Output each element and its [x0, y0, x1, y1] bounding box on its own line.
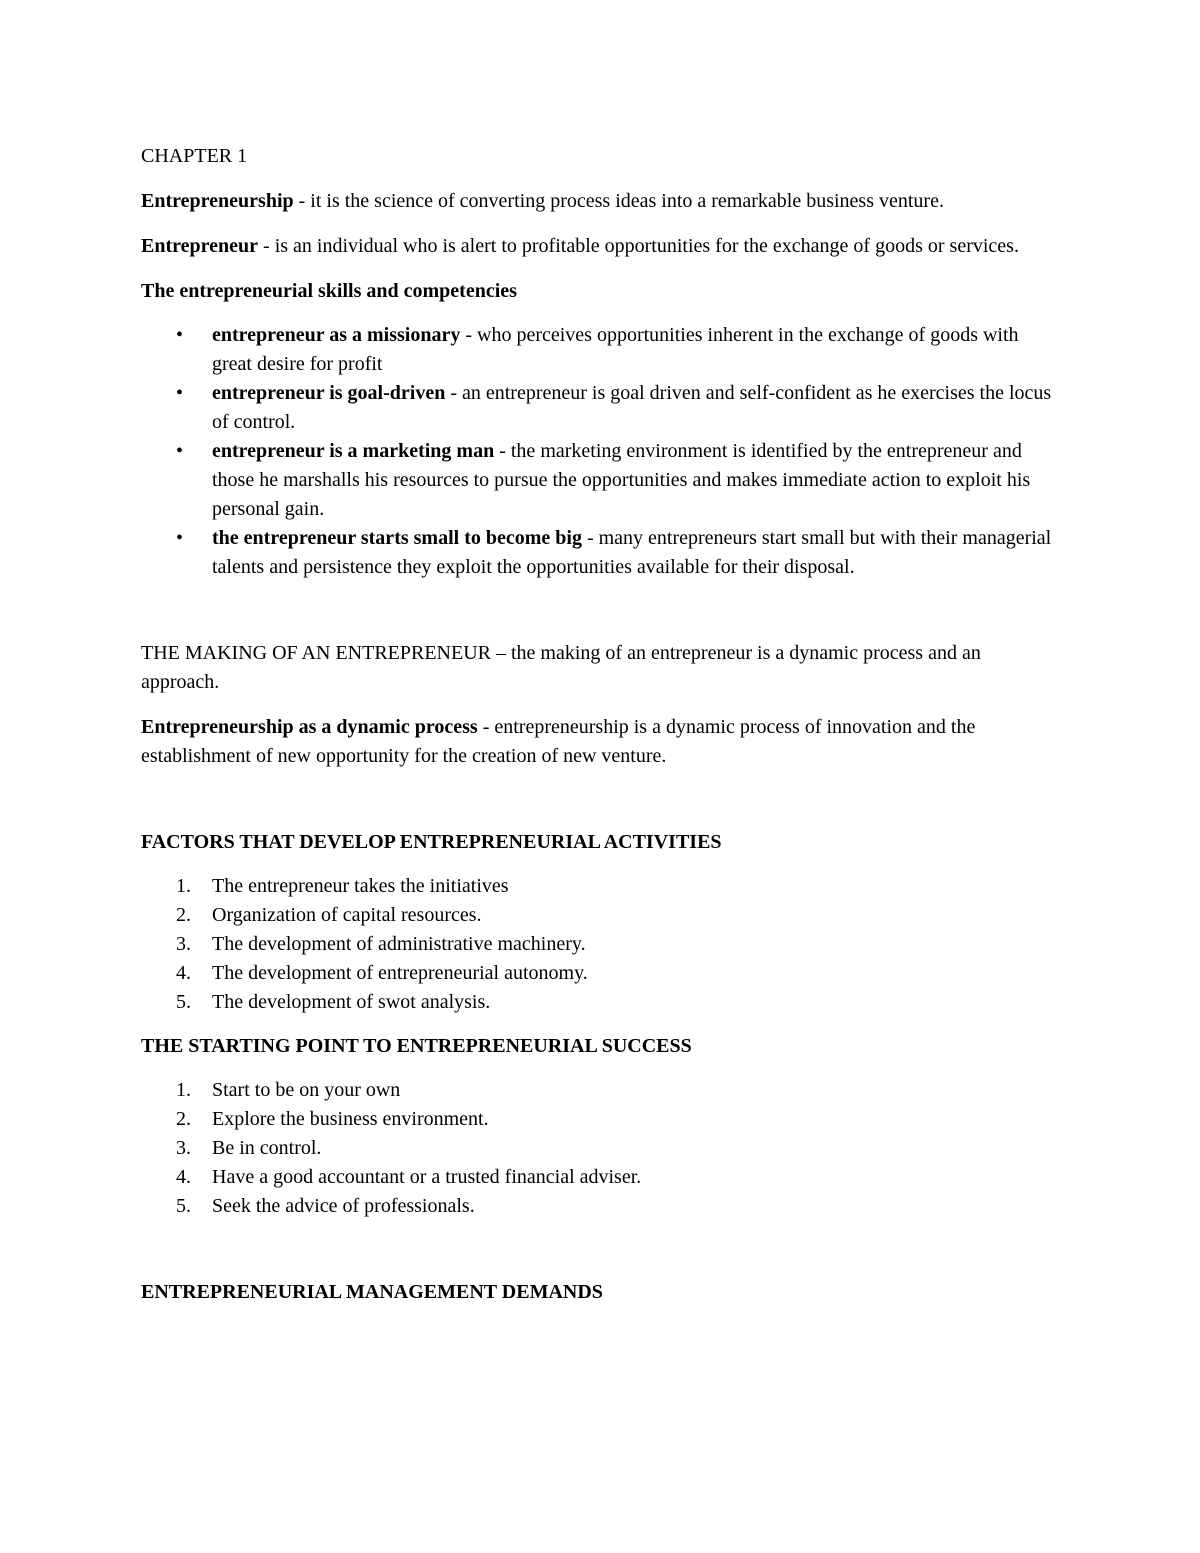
definition-entrepreneur — [141, 232, 1061, 261]
bullet-icon: • — [176, 527, 184, 549]
list-item — [141, 1105, 1061, 1134]
list-item — [141, 901, 1061, 930]
definition-term: Entrepreneurship — [141, 190, 294, 212]
dynamic-process-paragraph — [141, 713, 1061, 771]
list-text: The development of administrative machinery. — [212, 933, 586, 955]
starting-list — [141, 1076, 1061, 1221]
list-number: 1. — [176, 875, 191, 897]
list-text: Start to be on your own — [212, 1079, 401, 1101]
list-text: Be in control. — [212, 1137, 322, 1159]
list-item — [141, 1192, 1061, 1221]
list-text: The development of entrepreneurial autonomy. — [212, 962, 588, 984]
list-text: Have a good accountant or a trusted financial adviser. — [212, 1166, 642, 1188]
definition-text: - is an individual who is alert to profitable opportunities for the exchange of goods or services. — [258, 235, 1019, 257]
definition-text: - it is the science of converting process ideas into a remarkable business venture. — [293, 190, 944, 212]
list-item — [141, 1076, 1061, 1105]
factors-heading: FACTORS THAT DEVELOP ENTREPRENEURIAL ACTIVITIES — [141, 831, 722, 853]
list-number: 2. — [176, 1108, 191, 1130]
management-heading: ENTREPRENEURIAL MANAGEMENT DEMANDS — [141, 1281, 603, 1303]
list-number: 3. — [176, 1137, 191, 1159]
list-number: 4. — [176, 1166, 191, 1188]
list-text: The entrepreneur takes the initiatives — [212, 875, 509, 897]
skill-text: - many entrepreneurs start small but with their managerial talents and persistence they exploit the opportunities available for their disposal. — [212, 527, 1052, 578]
starting-heading: THE STARTING POINT TO ENTREPRENEURIAL SUCCESS — [141, 1035, 692, 1057]
spacer — [141, 1236, 1061, 1278]
list-item — [141, 524, 1061, 582]
list-number: 4. — [176, 962, 191, 984]
list-text: Explore the business environment. — [212, 1108, 489, 1130]
spacer — [141, 787, 1061, 828]
list-number: 3. — [176, 933, 191, 955]
definition-term: Entrepreneur — [141, 235, 259, 257]
skill-term: entrepreneur is a marketing man — [212, 440, 495, 462]
skills-heading: The entrepreneurial skills and competencies — [141, 280, 517, 302]
making-paragraph — [141, 639, 1061, 697]
definition-entrepreneurship — [141, 187, 1061, 216]
chapter-title: CHAPTER 1 — [141, 145, 248, 167]
bullet-icon: • — [176, 324, 184, 346]
list-item — [141, 1134, 1061, 1163]
skill-term: entrepreneur is goal-driven — [212, 382, 446, 404]
list-item — [141, 930, 1061, 959]
list-item — [141, 872, 1061, 901]
list-item — [141, 437, 1061, 524]
skill-text: - the marketing environment is identified by the entrepreneur and those he marshalls his resources to pursue the opportunities and makes immediate action to exploit his personal gain. — [212, 440, 1031, 520]
list-text: The development of swot analysis. — [212, 991, 491, 1013]
list-item — [141, 1163, 1061, 1192]
list-number: 1. — [176, 1079, 191, 1101]
making-text: – the making of an entrepreneur is a dynamic process and an approach. — [141, 642, 981, 693]
list-text: Organization of capital resources. — [212, 904, 482, 926]
dynamic-term: Entrepreneurship as a dynamic process — [141, 716, 478, 738]
skill-text: - an entrepreneur is goal driven and self-confident as he exercises the locus of control. — [212, 382, 1052, 433]
making-term: THE MAKING OF AN ENTREPRENEUR — [141, 642, 491, 664]
document-page — [141, 142, 1061, 1307]
list-number: 2. — [176, 904, 191, 926]
list-item — [141, 321, 1061, 379]
list-text: Seek the advice of professionals. — [212, 1195, 475, 1217]
list-item — [141, 988, 1061, 1017]
list-number: 5. — [176, 991, 191, 1013]
factors-list — [141, 872, 1061, 1017]
list-item — [141, 379, 1061, 437]
skill-term: entrepreneur as a missionary — [212, 324, 461, 346]
skills-list — [141, 321, 1061, 582]
bullet-icon: • — [176, 382, 184, 404]
bullet-icon: • — [176, 440, 184, 462]
spacer — [141, 582, 1061, 639]
list-number: 5. — [176, 1195, 191, 1217]
list-item — [141, 959, 1061, 988]
skill-text: - who perceives opportunities inherent in the exchange of goods with great desire for profit — [212, 324, 1019, 375]
dynamic-text: - entrepreneurship is a dynamic process of innovation and the establishment of new opportunity for the creation of new venture. — [141, 716, 976, 767]
skill-term: the entrepreneur starts small to become big — [212, 527, 582, 549]
